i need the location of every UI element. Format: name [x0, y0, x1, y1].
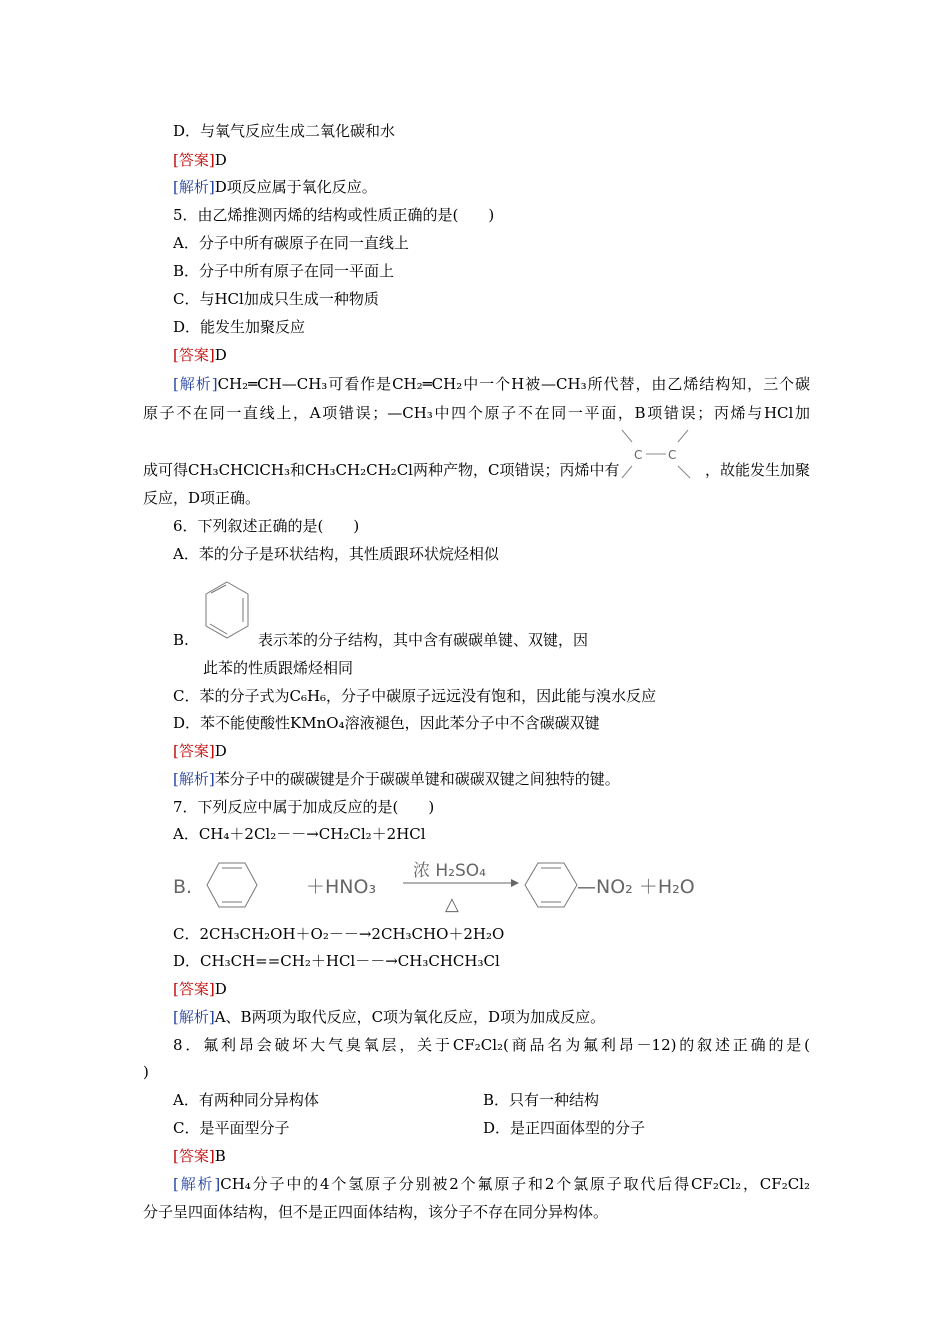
answer-value: B [214, 1147, 226, 1165]
structure-atom-right: C [668, 448, 677, 462]
reaction-arrow-head [511, 879, 519, 887]
q6-option-d: D．苯不能使酸性KMnO₄溶液褪色，因此苯分子中不含碳碳双键 [173, 714, 600, 732]
answer-value: D [214, 742, 227, 760]
answer-value: D [214, 151, 227, 169]
q5-analysis-line1 [173, 374, 810, 394]
q7-answer [173, 979, 227, 999]
q7-stem: 7．下列反应中属于加成反应的是( ) [173, 798, 435, 816]
structure-atom-left: C [634, 448, 643, 462]
q5-option-b: B．分子中所有原子在同一平面上 [173, 262, 395, 280]
option-b-condition: 浓 H₂SO₄ [413, 861, 486, 881]
analysis-tag: [解析] [173, 375, 218, 393]
analysis-text: A、B两项为取代反应，C项为氧化反应，D项为加成反应。 [214, 1008, 606, 1026]
q6-option-c: C．苯的分子式为C₆H₆，分子中碳原子远远没有饱和，因此能与溴水反应 [173, 687, 657, 705]
q5-stem: 5．由乙烯推测丙烯的结构或性质正确的是( ) [173, 206, 495, 224]
analysis-tag: [解析] [173, 1175, 221, 1193]
q7-option-b-equation [173, 852, 773, 914]
option-b-label: B. [173, 876, 193, 898]
q8-option-a: A．有两种同分异构体 [173, 1091, 319, 1109]
q7-option-d: D．CH₃CH==CH₂＋HCl－－→CH₃CHCH₃Cl [173, 952, 500, 970]
analysis-text: 苯分子中的碳碳键是介于碳碳单键和碳碳双键之间独特的键。 [214, 770, 620, 788]
q7-option-c: C．2CH₃CH₂OH＋O₂－－→2CH₃CHO＋2H₂O [173, 925, 505, 943]
answer-tag: [答案] [173, 151, 215, 169]
answer-tag: [答案] [173, 346, 215, 364]
analysis-text: CH₂═CH—CH₃可看作是CH₂═CH₂中一个H被—CH₃所代替，由乙烯结构知，三个碳 [217, 375, 810, 393]
q6-analysis [173, 769, 620, 789]
benzene-reactant-icon [207, 863, 257, 907]
q6-option-b-line1: 表示苯的分子结构，其中含有碳碳单键、双键，因 [258, 631, 589, 649]
q5-analysis-line3a: 成可得CH₃CHClCH₃和CH₃CH₂CH₂Cl两种产物，C项错误；丙烯中有 [143, 461, 620, 479]
q5-answer [173, 345, 227, 365]
q5-option-d: D．能发生加聚反应 [173, 318, 306, 336]
q8-stem-line1: 8．氟利昂会破坏大气臭氧层，关于CF₂Cl₂(商品名为氟利昂－12)的叙述正确的是( [173, 1036, 810, 1054]
answer-value: D [214, 980, 227, 998]
analysis-text: CH₄分子中的4个氢原子分别被2个氟原子和2个氯原子取代后得CF₂Cl₂，CF₂Cl₂ [220, 1175, 810, 1193]
analysis-tag: [解析] [173, 1008, 215, 1026]
q5-analysis-line4: 反应，D项正确。 [143, 489, 261, 507]
q4-answer [173, 150, 227, 170]
q4-option-d: D．与氧气反应生成二氧化碳和水 [173, 122, 396, 140]
alkene-structure-icon [618, 428, 696, 482]
answer-value: D [214, 346, 227, 364]
q6-option-b-prefix: B. [173, 631, 189, 649]
q8-answer [173, 1146, 226, 1166]
q5-analysis-line3b: ，故能发生加聚 [705, 461, 811, 479]
q8-option-d: D．是正四面体型的分子 [483, 1119, 646, 1137]
q8-analysis-line1 [173, 1174, 810, 1194]
q8-stem-line2: ) [143, 1063, 149, 1081]
analysis-tag: [解析] [173, 770, 215, 788]
q5-analysis-line2: 原子不在同一直线上，A项错误；—CH₃中四个原子不在同一平面，B项错误；丙烯与HCl加 [143, 404, 810, 422]
answer-tag: [答案] [173, 742, 215, 760]
q8-analysis-line2: 分子呈四面体结构，但不是正四面体结构，该分子不存在同分异构体。 [143, 1203, 609, 1221]
benzene-kekule-icon [203, 580, 251, 642]
option-b-reagent: ＋HNO₃ [306, 876, 377, 898]
option-b-product: —NO₂ ＋H₂O [577, 876, 695, 898]
q6-stem: 6．下列叙述正确的是( ) [173, 517, 360, 535]
analysis-tag: [解析] [173, 178, 215, 196]
answer-tag: [答案] [173, 980, 215, 998]
answer-tag: [答案] [173, 1147, 215, 1165]
q5-option-a: A．分子中所有碳原子在同一直线上 [173, 234, 409, 252]
q6-option-b-line2: 此苯的性质跟烯烃相同 [203, 659, 354, 677]
q8-option-b: B．只有一种结构 [483, 1091, 600, 1109]
q4-analysis [173, 177, 377, 197]
nitrobenzene-product-icon [525, 863, 577, 907]
q8-option-c: C．是平面型分子 [173, 1119, 290, 1137]
q6-answer [173, 741, 227, 761]
q7-option-a: A．CH₄＋2Cl₂－－→CH₂Cl₂＋2HCl [173, 825, 426, 843]
option-b-heat: △ [445, 894, 459, 915]
analysis-text: D项反应属于氧化反应。 [214, 178, 377, 196]
q5-option-c: C．与HCl加成只生成一种物质 [173, 290, 379, 308]
q7-analysis [173, 1007, 605, 1027]
q6-option-a: A．苯的分子是环状结构，其性质跟环状烷烃相似 [173, 545, 499, 563]
